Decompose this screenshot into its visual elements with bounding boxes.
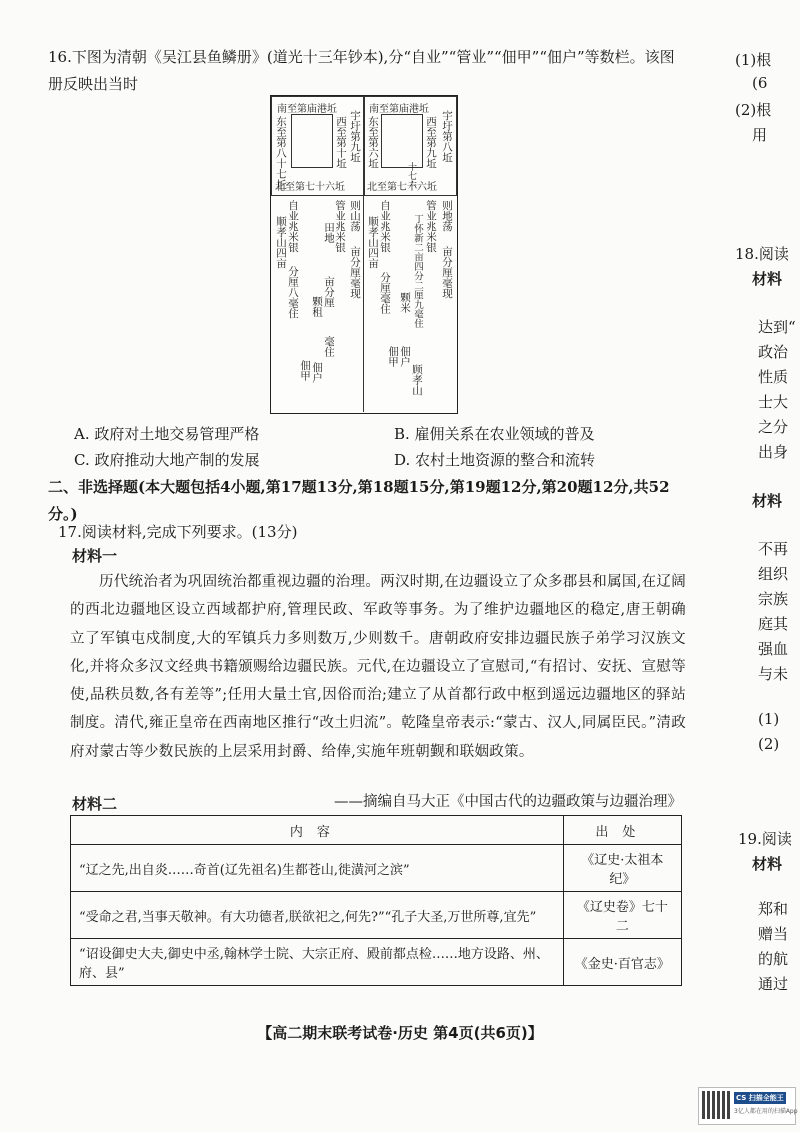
table-cell-content: “受命之君,当事天敬神。有大功德者,朕欲祀之,何先?”“孔子大圣,万世所尊,宜先” — [71, 892, 564, 939]
section-2-heading: 二、非选择题(本大题包括4小题,第17题13分,第18题15分,第19题12分,第20题12分,共52分。) — [48, 478, 670, 523]
table-cell-source: 《辽史·太祖本纪》 — [563, 845, 681, 892]
left-west-label: 西至第十坵 — [335, 116, 347, 169]
right-mark: 十七六 — [406, 162, 416, 189]
right-col-kemi: 颗米 — [399, 292, 411, 313]
right-col-acres: 亩分厘毫现 — [441, 246, 453, 299]
right-fragment: 材料 — [752, 492, 783, 510]
table-cell-source: 《金史·百官志》 — [563, 939, 681, 986]
table-cell-content: “诏设御史大夫,御史中丞,翰林学士院、大宗正府、殿前都点检……地方设路、州、府、县” — [71, 939, 564, 986]
right-east-label: 东至第六坵 — [367, 116, 379, 169]
left-col-mufenli: 亩分厘 — [323, 276, 335, 308]
question-17-stem: 17.阅读材料,完成下列要求。(13分) — [58, 523, 298, 541]
right-fragment: 性质 — [758, 368, 789, 386]
qr-code-icon — [702, 1091, 730, 1119]
right-fragment: 达到“ — [758, 318, 796, 336]
right-fragment: 宗族 — [758, 590, 789, 608]
right-fragment: 材料 — [752, 855, 783, 873]
left-col-dianhu: 佃户 — [311, 362, 323, 383]
right-col-guanye: 管业兆米银 — [425, 200, 437, 253]
right-col-owner: 顺孝山四亩 — [367, 216, 379, 269]
right-fragment: 政治 — [758, 343, 789, 361]
right-fragment: 士大 — [758, 393, 789, 411]
scanner-watermark — [698, 1087, 796, 1125]
table-row — [71, 939, 682, 986]
table-header-content: 内容 — [71, 816, 564, 845]
page-footer: 【高二期末联考试卷·历史 第4页(共6页)】 — [257, 1024, 543, 1042]
right-col-fenli: 分厘毫住 — [379, 272, 391, 314]
right-fragment: (1)根 — [735, 51, 772, 69]
scanner-subtitle: 3亿人都在用的扫描App — [734, 1108, 798, 1115]
right-fragment: (2) — [758, 735, 780, 753]
fish-scale-register-figure — [270, 95, 458, 414]
right-col-dianjia: 佃甲 — [387, 346, 399, 367]
option-d[interactable]: D. 农村土地资源的整合和流转 — [394, 451, 596, 469]
left-col-kezu: 颗租 — [311, 296, 323, 317]
material-1-source: ——摘编自马大正《中国古代的边疆政策与边疆治理》 — [334, 794, 682, 810]
right-col-zedi: 则地荡 — [441, 200, 453, 232]
left-col-tiandi: 田地 — [323, 222, 335, 243]
right-fragment: 用 — [752, 126, 768, 144]
right-fragment: 出身 — [758, 443, 789, 461]
material-2-table — [70, 815, 682, 986]
material-1-label: 材料一 — [72, 547, 118, 565]
left-north-label: 北至第七十六坵 — [275, 182, 345, 193]
left-south-label: 南至第庙港坵 — [277, 104, 337, 115]
right-fragment: 郑和 — [758, 900, 789, 918]
left-col-owner: 顺孝山四亩 — [275, 216, 287, 269]
right-fragment: 组织 — [758, 565, 789, 583]
right-fragment: 不再 — [758, 540, 789, 558]
table-row — [71, 892, 682, 939]
right-plot-box — [381, 114, 423, 168]
right-fragment: 19.阅读 — [738, 830, 792, 848]
right-fragment: (2)根 — [735, 101, 772, 119]
right-col-tenant: 丁怀新二亩四分二厘九毫住 — [412, 214, 423, 328]
right-col-dianhu: 佃户 — [399, 346, 411, 367]
left-col-zeshan: 则山荡 — [349, 200, 361, 232]
right-north-label: 北至第七十六坵 — [367, 182, 437, 193]
option-a[interactable]: A. 政府对土地交易管理严格 — [74, 425, 260, 443]
table-cell-content: “辽之先,出自炎……奇首(辽先祖名)生都苍山,徙潢河之滨” — [71, 845, 564, 892]
table-header-source: 出处 — [563, 816, 681, 845]
left-plot-box — [291, 114, 333, 168]
right-fragment: 庭其 — [758, 615, 789, 633]
left-col-dianjia: 佃甲 — [299, 360, 311, 381]
right-fragment: 与未 — [758, 665, 789, 683]
table-cell-source: 《辽史卷》七十二 — [563, 892, 681, 939]
material-1-text: 历代统治者为巩固统治都重视边疆的治理。两汉时期,在边疆设立了众多郡县和属国,在辽阔的西北边疆地区设立西域都护府,管理民政、军政等事务。为了维护边疆地区的稳定,唐王朝确立了军镇屯戍制度,大的军镇兵力多则数万,少则数千。唐朝政府安排边疆民族子弟学习汉族文化,并将众多汉文经典书籍颁赐给边疆民族。元代,在边疆设立了宣慰司,“有招讨、安抚、宣慰等使,品秩员数,各有差等”;任用大量土官,因俗而治;建立了从首都行政中枢到遥远边疆地区的驿站制度。清代,雍正皇帝在西南地区推行“改土归流”。乾隆皇帝表示:“蒙古、汉人,同属臣民。”清政府对蒙古等少数民族的上层采用封爵、给俸,实施年班朝觐和联姻政策。 — [70, 574, 687, 760]
scanner-brand: CS 扫描全能王 — [736, 1094, 784, 1102]
option-b[interactable]: B. 雇佣关系在农业领域的普及 — [394, 425, 595, 443]
right-col-ziye: 自业兆米银 — [379, 200, 391, 253]
left-col-guanye: 管业兆米银 — [334, 200, 346, 253]
right-south-label: 南至第庙港坵 — [369, 104, 429, 115]
option-c[interactable]: C. 政府推动大地产制的发展 — [74, 451, 260, 469]
right-fragment: 之分 — [758, 418, 789, 436]
question-16-stem: 16.下图为清朝《吴江县鱼鳞册》(道光十三年钞本),分“自业”“管业”“佃甲”“佃户”等数栏。该图册反映出当时 — [48, 48, 675, 93]
right-west-label: 西至第九坵 — [425, 116, 437, 169]
right-col-gu: 顾孝山 — [411, 364, 423, 396]
right-fragment: 的航 — [758, 950, 789, 968]
table-row — [71, 845, 682, 892]
left-col-acres: 亩分厘毫现 — [349, 246, 361, 299]
left-col-fenli: 分厘八毫住 — [287, 266, 299, 319]
material-2-label: 材料二 — [72, 795, 118, 813]
right-fragment: 通过 — [758, 975, 789, 993]
right-plot-name: 宇圩第八坵 — [441, 110, 453, 163]
right-fragment: (1) — [758, 710, 780, 728]
right-fragment: 强血 — [758, 640, 789, 658]
left-col-ziye: 自业兆米银 — [287, 200, 299, 253]
figure-divider — [363, 194, 364, 412]
left-east-label: 东至第八十七坵 — [275, 116, 287, 190]
right-fragment: 材料 — [752, 270, 783, 288]
left-col-haozhu: 毫住 — [323, 336, 335, 357]
right-fragment: 赠当 — [758, 925, 789, 943]
right-fragment: (6 — [752, 74, 768, 92]
left-plot-name: 宇圩第九坵 — [349, 110, 361, 163]
right-fragment: 18.阅读 — [735, 245, 789, 263]
